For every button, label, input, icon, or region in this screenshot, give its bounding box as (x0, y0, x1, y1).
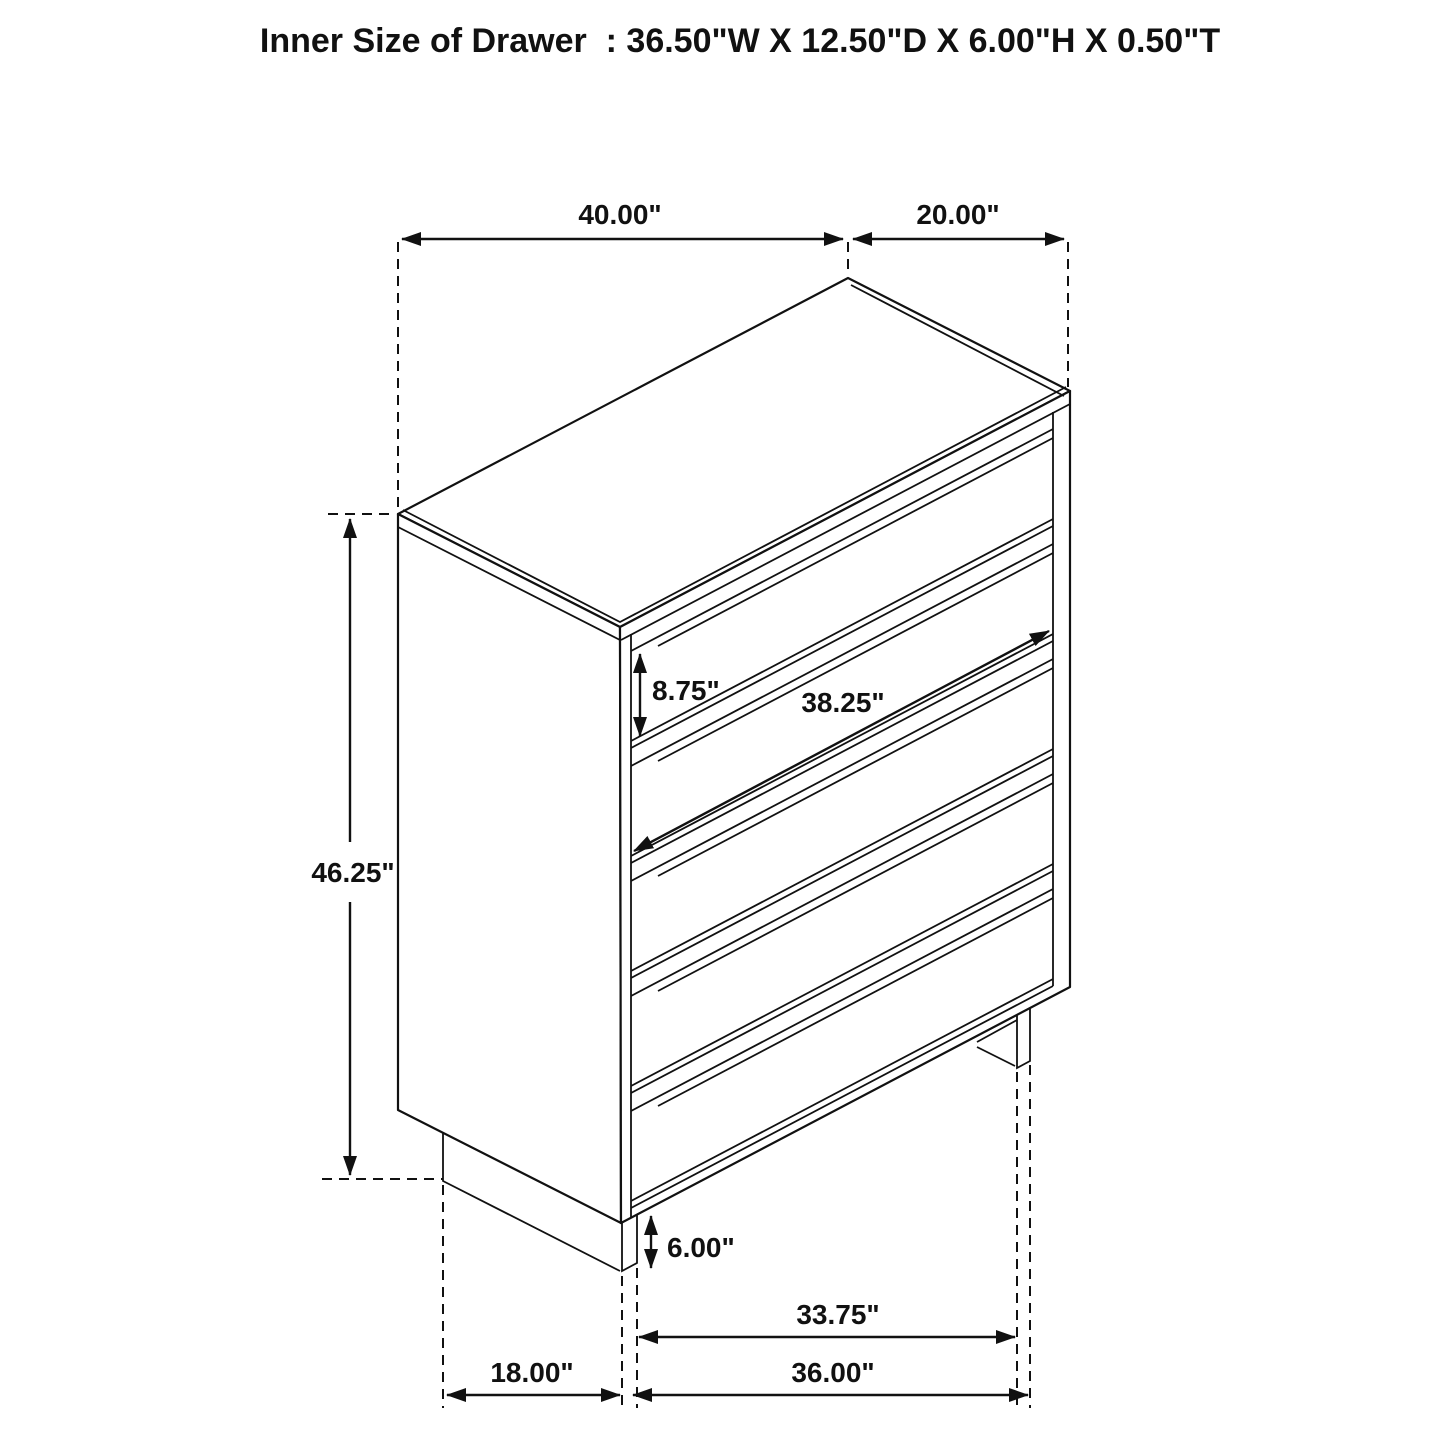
dimension-label-drawer-front-height: 8.75" (652, 675, 720, 706)
dimension-top-depth (853, 199, 1064, 239)
dimension-label-top-width: 40.00" (578, 199, 662, 230)
dimension-label-foot-span: 33.75" (796, 1299, 880, 1330)
dimension-top-width (402, 199, 843, 239)
dimension-label-overall-height: 46.25" (311, 857, 395, 888)
dimension-label-drawer-width: 38.25" (801, 687, 885, 718)
dimension-base-width (633, 1357, 1028, 1395)
dimension-base-height (651, 1216, 735, 1268)
dimension-label-top-depth: 20.00" (916, 199, 1000, 230)
dimension-base-depth (447, 1357, 620, 1395)
dimension-foot-span (639, 1299, 1015, 1337)
cabinet-outline (398, 278, 1070, 1271)
dimension-label-base-width: 36.00" (791, 1357, 875, 1388)
cabinet-side-face (398, 514, 621, 1223)
dimension-label-base-depth: 18.00" (490, 1357, 574, 1388)
dimension-overall-height (311, 519, 394, 1175)
dimension-label-base-height: 6.00" (667, 1232, 735, 1263)
diagram-title: Inner Size of Drawer : 36.50"W X 12.50"D X 6.00"H X 0.50"T (259, 22, 1221, 60)
